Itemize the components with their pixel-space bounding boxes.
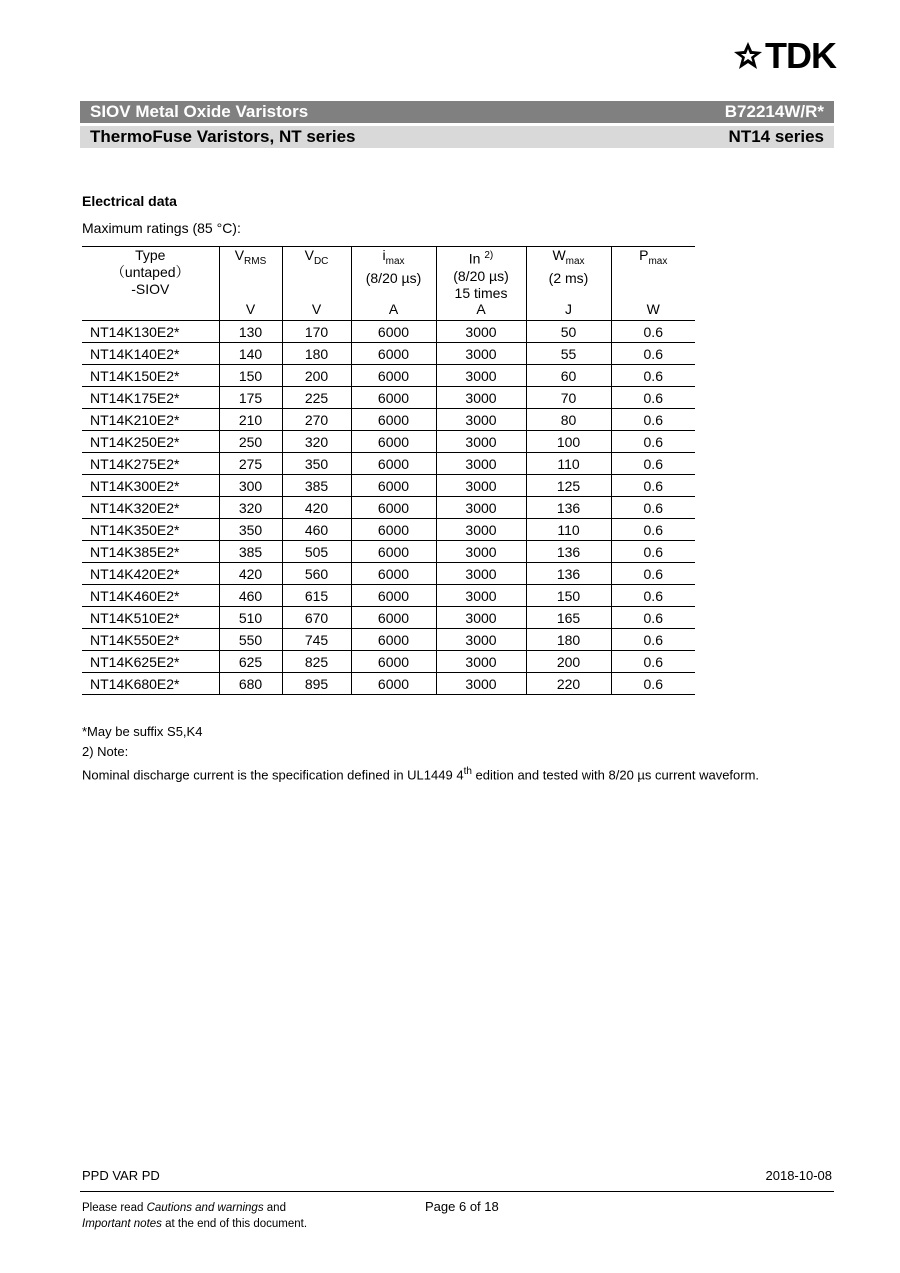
cell-type: NT14K420E2* <box>82 563 219 585</box>
table-header-row <box>82 247 695 321</box>
footer-divider <box>80 1191 834 1192</box>
table-cell: 6000 <box>351 431 436 453</box>
tdk-logo <box>733 35 836 76</box>
table-cell: 80 <box>526 409 611 431</box>
product-subfamily: ThermoFuse Varistors, NT series <box>90 127 356 146</box>
table-cell: 3000 <box>436 453 526 475</box>
table-cell: 460 <box>219 585 282 607</box>
tdk-star-icon <box>733 41 763 71</box>
table-cell: 0.6 <box>611 673 695 695</box>
table-cell: 3000 <box>436 563 526 585</box>
footnote-note-text: Nominal discharge current is the specification defined in UL1449 4th edition and tested with 8/20 µs current waveform. <box>82 766 760 783</box>
table-cell: 136 <box>526 541 611 563</box>
table-cell: 460 <box>282 519 351 541</box>
table-cell: 110 <box>526 453 611 475</box>
table-cell: 3000 <box>436 651 526 673</box>
product-family: SIOV Metal Oxide Varistors <box>90 102 309 121</box>
table-cell: 6000 <box>351 321 436 343</box>
table-cell: 3000 <box>436 519 526 541</box>
table-cell: 3000 <box>436 541 526 563</box>
table-cell: 200 <box>282 365 351 387</box>
table-cell: 680 <box>219 673 282 695</box>
table-cell: 6000 <box>351 673 436 695</box>
header-pmax: $P_{max}$ W <box>611 247 695 321</box>
table-cell: 745 <box>282 629 351 651</box>
footer-date: 2018-10-08 <box>765 1168 832 1183</box>
table-cell: 250 <box>219 431 282 453</box>
page-number: Page 6 of 18 <box>425 1199 499 1214</box>
table-cell: 385 <box>282 475 351 497</box>
table-row <box>82 453 695 475</box>
table-row <box>82 409 695 431</box>
product-ordering-code: B72214W/R* <box>724 102 824 121</box>
table-cell: 150 <box>526 585 611 607</box>
header-bar-product <box>80 101 834 123</box>
table-cell: 550 <box>219 629 282 651</box>
ratings-table <box>82 246 695 695</box>
table-row <box>82 673 695 695</box>
table-cell: 6000 <box>351 387 436 409</box>
table-cell: 6000 <box>351 497 436 519</box>
table-cell: 615 <box>282 585 351 607</box>
header-vdc: $V_{DC}$ V <box>282 247 351 321</box>
table-cell: 6000 <box>351 541 436 563</box>
section-subtitle: Maximum ratings (85 °C): <box>82 220 241 236</box>
table-cell: 0.6 <box>611 541 695 563</box>
table-cell: 3000 <box>436 497 526 519</box>
header-bar-series <box>80 126 834 148</box>
table-cell: 0.6 <box>611 497 695 519</box>
table-row <box>82 475 695 497</box>
table-cell: 505 <box>282 541 351 563</box>
table-cell: 0.6 <box>611 431 695 453</box>
cell-type: NT14K140E2* <box>82 343 219 365</box>
table-cell: 0.6 <box>611 607 695 629</box>
table-cell: 6000 <box>351 365 436 387</box>
cell-type: NT14K175E2* <box>82 387 219 409</box>
cell-type: NT14K550E2* <box>82 629 219 651</box>
cell-type: NT14K625E2* <box>82 651 219 673</box>
table-cell: 6000 <box>351 607 436 629</box>
cell-type: NT14K300E2* <box>82 475 219 497</box>
table-cell: 180 <box>282 343 351 365</box>
table-cell: 0.6 <box>611 365 695 387</box>
table-cell: 175 <box>219 387 282 409</box>
table-cell: 825 <box>282 651 351 673</box>
unit-in: A <box>476 301 486 317</box>
table-cell: 70 <box>526 387 611 409</box>
header-imax: $i_{max}$ (8/20 µs) A <box>351 247 436 321</box>
table-cell: 0.6 <box>611 563 695 585</box>
table-cell: 0.6 <box>611 387 695 409</box>
table-cell: 895 <box>282 673 351 695</box>
header-vrms: $V_{RMS}$ V <box>219 247 282 321</box>
cell-type: NT14K680E2* <box>82 673 219 695</box>
section-title: Electrical data <box>82 193 177 209</box>
table-cell: 3000 <box>436 475 526 497</box>
unit-imax: A <box>388 301 399 317</box>
unit-pmax: W <box>646 301 660 317</box>
table-row <box>82 343 695 365</box>
table-row <box>82 541 695 563</box>
footnote-suffix: *May be suffix S5,K4 <box>82 724 203 739</box>
table-cell: 275 <box>219 453 282 475</box>
header-wmax: $W_{max}$ (2 ms) J <box>526 247 611 321</box>
table-cell: 170 <box>282 321 351 343</box>
table-cell: 150 <box>219 365 282 387</box>
table-cell: 6000 <box>351 475 436 497</box>
table-cell: 125 <box>526 475 611 497</box>
table-row <box>82 563 695 585</box>
unit-vdc: V <box>311 301 322 317</box>
table-cell: 220 <box>526 673 611 695</box>
table-cell: 3000 <box>436 629 526 651</box>
table-cell: 320 <box>219 497 282 519</box>
table-cell: 3000 <box>436 673 526 695</box>
table-cell: 3000 <box>436 607 526 629</box>
table-cell: 0.6 <box>611 321 695 343</box>
table-cell: 3000 <box>436 343 526 365</box>
table-cell: 0.6 <box>611 453 695 475</box>
table-cell: 6000 <box>351 563 436 585</box>
table-cell: 560 <box>282 563 351 585</box>
table-cell: 385 <box>219 541 282 563</box>
table-cell: 110 <box>526 519 611 541</box>
table-cell: 670 <box>282 607 351 629</box>
table-cell: 270 <box>282 409 351 431</box>
table-cell: 3000 <box>436 585 526 607</box>
table-cell: 136 <box>526 497 611 519</box>
table-cell: 100 <box>526 431 611 453</box>
table-cell: 320 <box>282 431 351 453</box>
table-cell: 0.6 <box>611 519 695 541</box>
table-cell: 6000 <box>351 343 436 365</box>
table-row <box>82 651 695 673</box>
footnotes <box>82 722 759 785</box>
table-cell: 420 <box>219 563 282 585</box>
table-cell: 6000 <box>351 629 436 651</box>
table-cell: 3000 <box>436 387 526 409</box>
table-row <box>82 585 695 607</box>
table-row <box>82 607 695 629</box>
table-cell: 0.6 <box>611 409 695 431</box>
table-row <box>82 321 695 343</box>
cell-type: NT14K150E2* <box>82 365 219 387</box>
table-cell: 60 <box>526 365 611 387</box>
cell-type: NT14K320E2* <box>82 497 219 519</box>
table-cell: 3000 <box>436 321 526 343</box>
table-cell: 510 <box>219 607 282 629</box>
table-cell: 140 <box>219 343 282 365</box>
table-row <box>82 629 695 651</box>
cell-type: NT14K250E2* <box>82 431 219 453</box>
table-cell: 0.6 <box>611 629 695 651</box>
footnote-note-label: 2) Note: <box>82 744 129 759</box>
table-cell: 0.6 <box>611 651 695 673</box>
table-cell: 55 <box>526 343 611 365</box>
cell-type: NT14K460E2* <box>82 585 219 607</box>
table-cell: 225 <box>282 387 351 409</box>
product-series: NT14 series <box>728 127 824 146</box>
table-cell: 3000 <box>436 409 526 431</box>
table-row <box>82 519 695 541</box>
table-cell: 3000 <box>436 431 526 453</box>
table-cell: 0.6 <box>611 475 695 497</box>
table-cell: 3000 <box>436 365 526 387</box>
cell-type: NT14K510E2* <box>82 607 219 629</box>
table-row <box>82 431 695 453</box>
tdk-brand-text: TDK <box>765 35 836 76</box>
header-in: In $^{2)}$ (8/20 µs) 15 times A <box>436 247 526 321</box>
table-cell: 300 <box>219 475 282 497</box>
unit-vrms: V <box>245 301 256 317</box>
header-type: Type （untaped） -SIOV <box>82 247 219 321</box>
footer-department: PPD VAR PD <box>82 1168 160 1183</box>
footer-cautions-note: Please read Cautions and warnings and Important notes at the end of this document. <box>82 1202 308 1230</box>
table-row <box>82 497 695 519</box>
table-cell: 165 <box>526 607 611 629</box>
table-cell: 6000 <box>351 519 436 541</box>
table-cell: 0.6 <box>611 585 695 607</box>
unit-wmax: J <box>565 301 572 317</box>
table-cell: 210 <box>219 409 282 431</box>
cell-type: NT14K210E2* <box>82 409 219 431</box>
table-cell: 136 <box>526 563 611 585</box>
table-cell: 50 <box>526 321 611 343</box>
table-cell: 350 <box>219 519 282 541</box>
table-cell: 130 <box>219 321 282 343</box>
cell-type: NT14K350E2* <box>82 519 219 541</box>
table-cell: 625 <box>219 651 282 673</box>
table-cell: 6000 <box>351 409 436 431</box>
table-row <box>82 387 695 409</box>
cell-type: NT14K275E2* <box>82 453 219 475</box>
table-cell: 420 <box>282 497 351 519</box>
cell-type: NT14K385E2* <box>82 541 219 563</box>
table-row <box>82 365 695 387</box>
table-cell: 0.6 <box>611 343 695 365</box>
table-cell: 200 <box>526 651 611 673</box>
table-cell: 6000 <box>351 453 436 475</box>
table-cell: 6000 <box>351 585 436 607</box>
table-cell: 180 <box>526 629 611 651</box>
table-cell: 350 <box>282 453 351 475</box>
table-cell: 6000 <box>351 651 436 673</box>
cell-type: NT14K130E2* <box>82 321 219 343</box>
